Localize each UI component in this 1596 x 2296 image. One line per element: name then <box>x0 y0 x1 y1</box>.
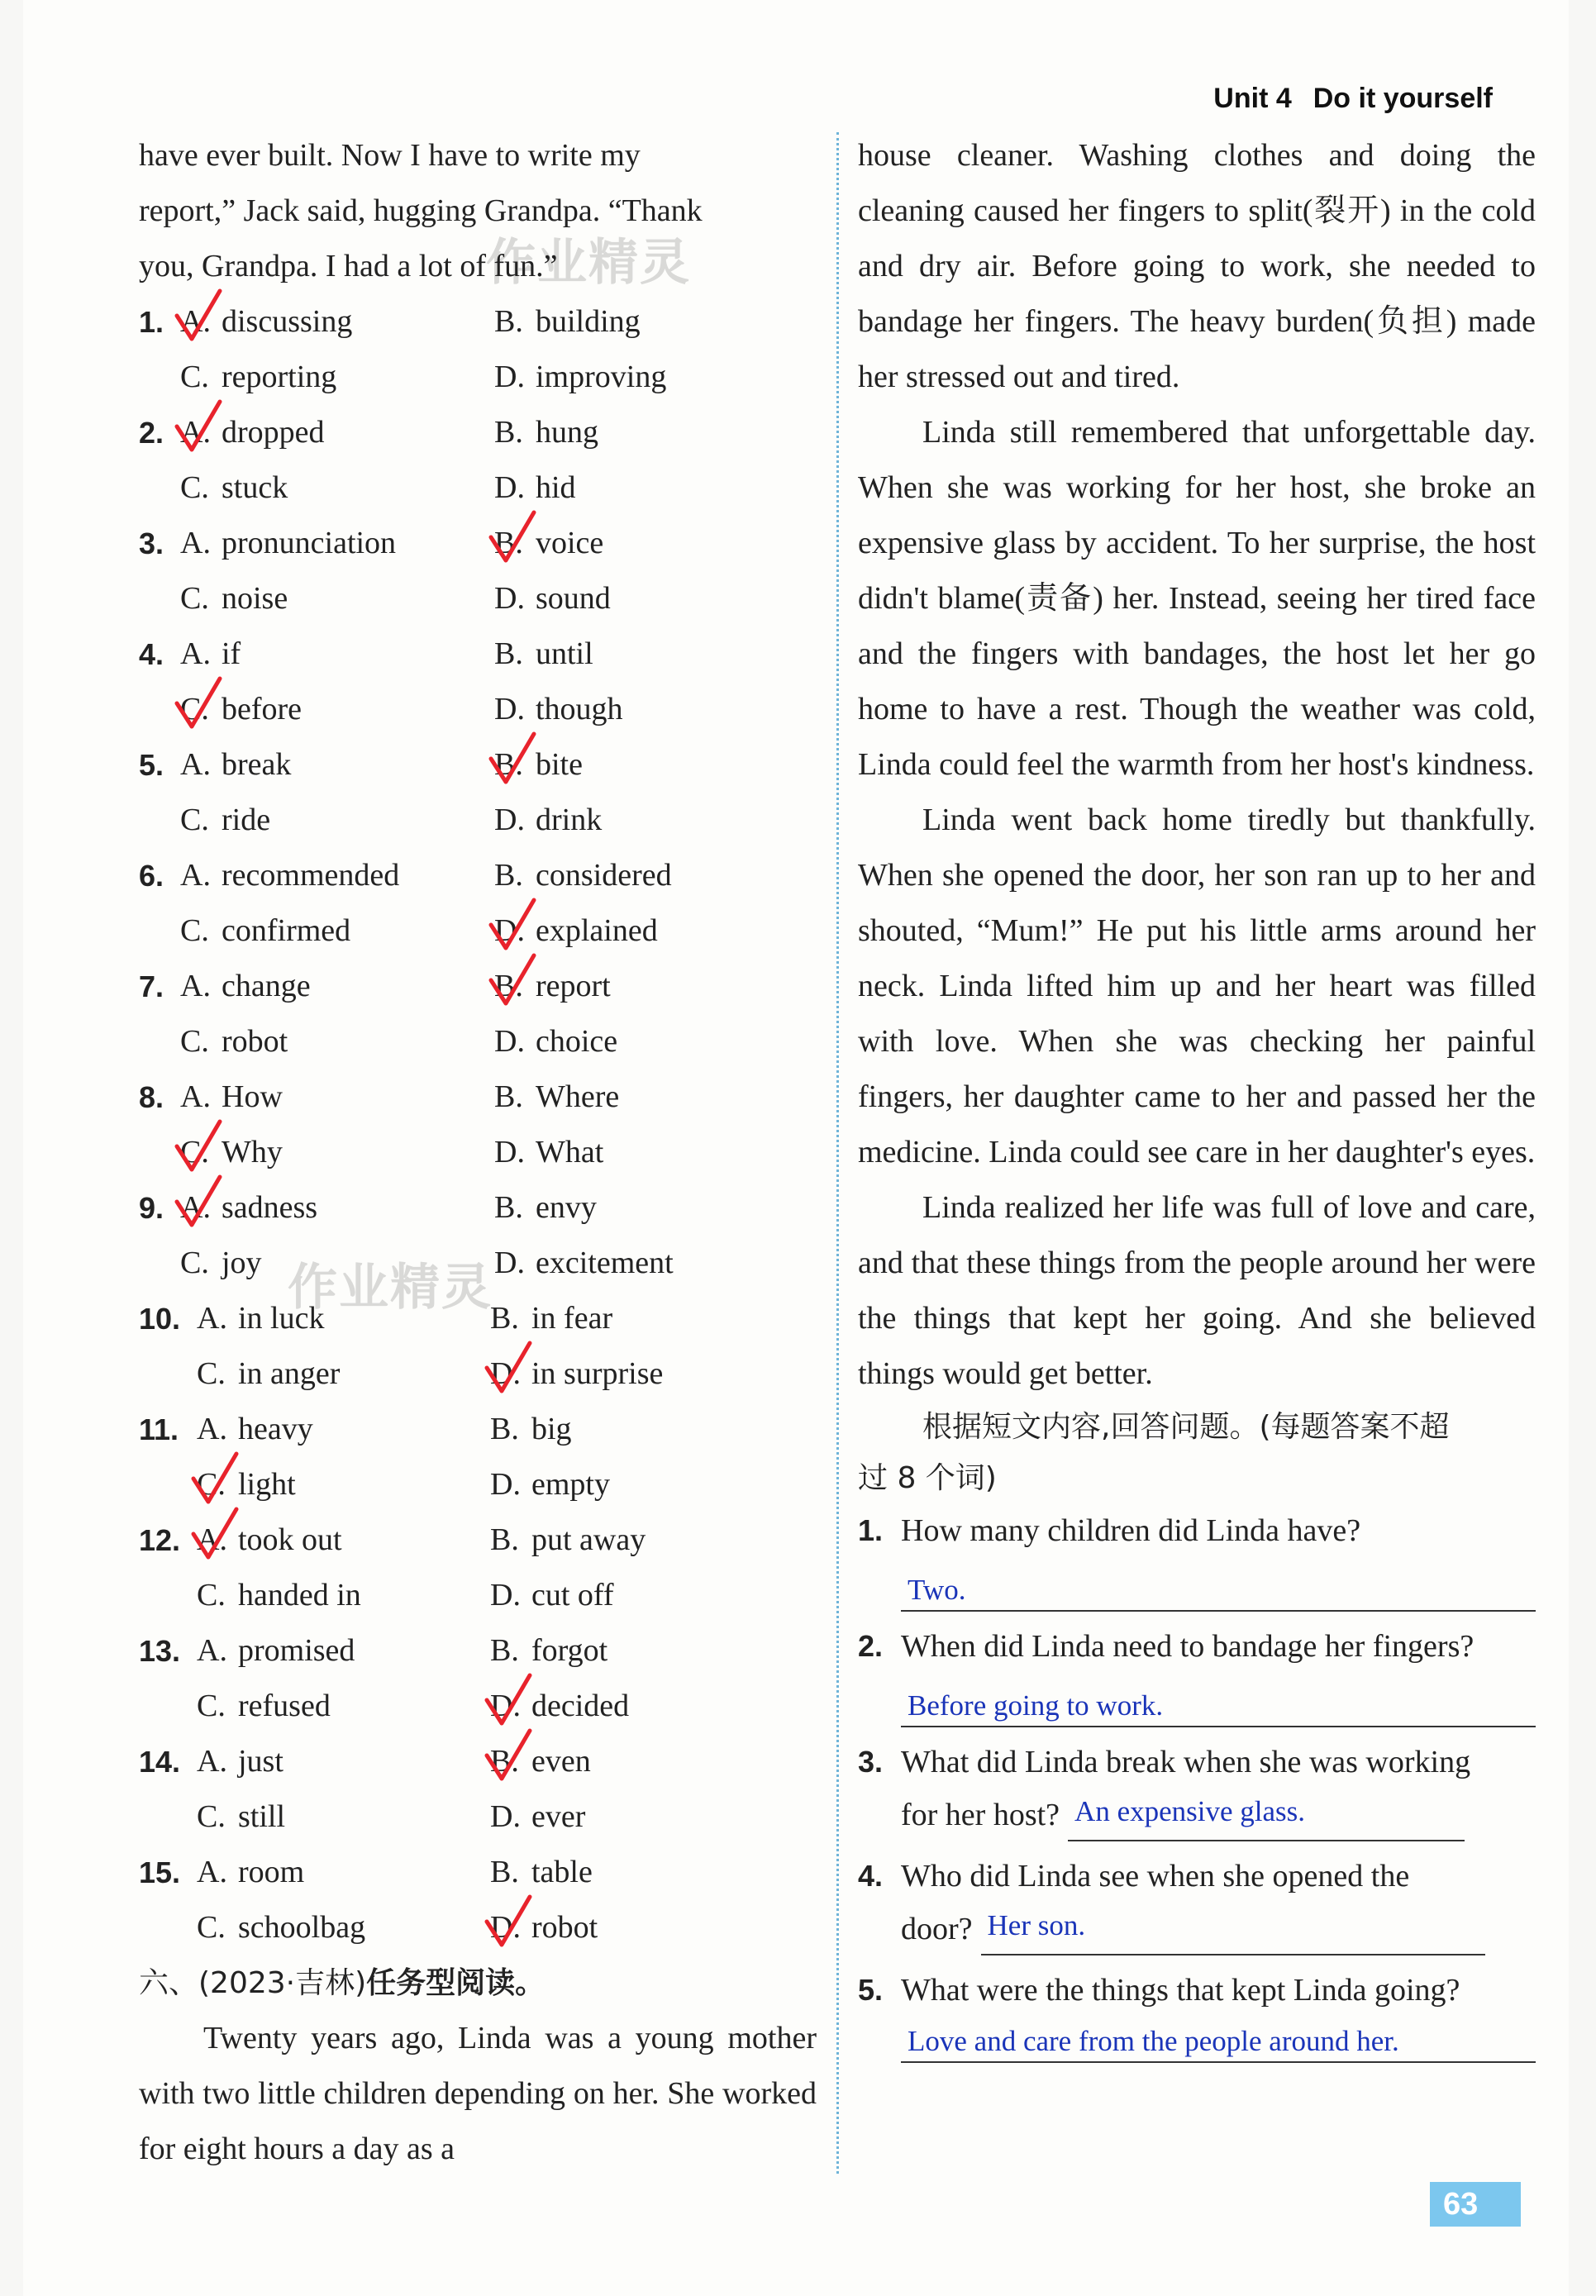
option-text: before <box>222 692 303 726</box>
option-text: ever <box>531 1799 586 1834</box>
question-number: 13. <box>139 1634 181 1668</box>
option-letter: C. <box>180 581 209 616</box>
question-row <box>139 1457 817 1512</box>
option-text: discussing <box>222 304 353 339</box>
option-text: change <box>222 969 311 1003</box>
option-text: How <box>222 1079 283 1114</box>
option-d[interactable] <box>494 682 623 737</box>
option-a[interactable] <box>180 516 396 571</box>
passage-paragraph: Linda still remembered that unforgettable day. When she was working for her host, she broke an expensive glass by accident. To her surprise, the host didn't blame(责备) her. Instead, seeing her tired face and the fingers with bandages, the host let her go home to have a rest. Though the weather was cold, Linda could feel the warmth from her host's kindness. <box>858 415 1536 782</box>
option-text: decided <box>531 1689 630 1723</box>
instruction: 过 8 个词) <box>858 1461 997 1495</box>
option-a[interactable] <box>180 626 241 682</box>
option-text: in surprise <box>531 1356 664 1391</box>
option-letter: B. <box>494 969 523 1003</box>
checkmark-icon <box>484 1672 533 1730</box>
question-row <box>139 294 817 350</box>
option-c[interactable] <box>197 1789 285 1845</box>
option-text: drink <box>536 803 603 837</box>
option-letter: B. <box>494 304 523 339</box>
option-letter: D. <box>494 913 525 948</box>
option-text: Why <box>222 1135 283 1169</box>
option-text: still <box>238 1799 286 1834</box>
option-text: reporting <box>222 360 337 394</box>
option-text: robot <box>531 1910 598 1945</box>
option-letter: B. <box>494 415 523 450</box>
option-letter: A. <box>197 1412 227 1446</box>
option-text: voice <box>536 526 604 560</box>
question-row <box>139 1512 817 1568</box>
watermark: 作业精灵 <box>288 1259 493 1317</box>
option-text: envy <box>536 1190 597 1225</box>
answer-line[interactable] <box>1068 1795 1465 1841</box>
question-row <box>139 903 817 959</box>
question-row <box>139 959 817 1014</box>
option-letter: D. <box>494 581 525 616</box>
question-number: 4. <box>139 637 164 671</box>
option-text: put away <box>531 1522 646 1557</box>
option-letter: B. <box>490 1633 519 1668</box>
option-a[interactable] <box>197 1291 324 1346</box>
question-row <box>139 1069 817 1125</box>
option-b[interactable] <box>494 959 611 1014</box>
option-letter: D. <box>494 360 525 394</box>
option-letter: C. <box>197 1356 226 1391</box>
option-text: break <box>222 747 292 782</box>
option-letter: B. <box>490 1522 519 1557</box>
option-b[interactable] <box>490 1291 612 1346</box>
checkmark-icon <box>484 1727 533 1785</box>
option-letter: C. <box>180 913 209 948</box>
option-letter: D. <box>494 470 525 505</box>
option-text: cut off <box>531 1578 614 1612</box>
answer-text: Two. <box>908 1574 966 1606</box>
section-type: 任务型阅读。 <box>366 1966 545 2000</box>
question-row <box>139 1125 817 1180</box>
question-text: When did Linda need to bandage her fingers? <box>901 1629 1475 1664</box>
option-c[interactable] <box>180 793 270 848</box>
checkmark-icon <box>174 675 223 733</box>
checkmark-icon <box>190 1506 240 1564</box>
reading-question <box>858 1964 1536 2017</box>
option-c[interactable] <box>180 460 288 516</box>
option-text: bite <box>536 747 583 782</box>
option-letter: B. <box>494 636 523 671</box>
option-text: table <box>531 1855 593 1889</box>
option-letter: A. <box>197 1744 227 1779</box>
option-text: handed in <box>238 1578 361 1612</box>
question-number: 10. <box>139 1302 181 1336</box>
answer-text: An expensive glass. <box>1074 1795 1306 1827</box>
option-d[interactable] <box>494 793 602 848</box>
reading-question-cont <box>858 1903 1536 1955</box>
option-text: joy <box>222 1246 262 1280</box>
option-letter: D. <box>494 1024 525 1059</box>
reading-question <box>858 1850 1536 1903</box>
watermark: 作业精灵 <box>486 234 691 292</box>
option-text: in luck <box>238 1301 325 1336</box>
option-text: pronunciation <box>222 526 397 560</box>
question-row <box>139 460 817 516</box>
unit-title: Do it yourself <box>1313 83 1493 114</box>
question-row <box>139 1291 817 1346</box>
option-letter: D. <box>490 1910 521 1945</box>
checkmark-icon <box>484 1893 533 1951</box>
option-letter: A. <box>180 636 211 671</box>
question-row <box>139 405 817 460</box>
question-row <box>139 1734 817 1789</box>
question-number: 4. <box>858 1859 884 1893</box>
checkmark-icon <box>488 897 537 955</box>
right-column <box>858 128 1536 2071</box>
option-text: robot <box>222 1024 288 1059</box>
option-text: took out <box>238 1522 342 1557</box>
option-a[interactable] <box>180 737 291 793</box>
intro-line: you, Grandpa. I had a lot of fun.” <box>139 249 558 283</box>
question-row <box>139 571 817 626</box>
question-number: 9. <box>139 1191 164 1225</box>
option-letter: D. <box>490 1689 521 1723</box>
option-letter: A. <box>180 1190 211 1225</box>
option-text: in anger <box>238 1356 341 1391</box>
option-c[interactable] <box>180 903 350 959</box>
option-letter: C. <box>180 1135 209 1169</box>
option-a[interactable] <box>180 1069 283 1125</box>
option-c[interactable] <box>180 1014 288 1069</box>
question-row <box>139 626 817 682</box>
option-letter: A. <box>180 747 211 782</box>
option-a[interactable] <box>197 1734 283 1789</box>
option-letter: A. <box>180 969 211 1003</box>
option-letter: A. <box>180 415 211 450</box>
option-a[interactable] <box>197 1512 342 1568</box>
option-d[interactable] <box>494 1236 674 1291</box>
option-letter: B. <box>494 1190 523 1225</box>
option-c[interactable] <box>197 1346 340 1402</box>
option-text: heavy <box>238 1412 313 1446</box>
passage-paragraph: Twenty years ago, Linda was a young mother with two little children depending on her. She worked for eight hours a day as a <box>139 2021 817 2166</box>
option-d[interactable] <box>490 1346 663 1402</box>
checkmark-icon <box>174 1174 223 1231</box>
intro-line: have ever built. Now I have to write my <box>139 138 641 173</box>
answer-line[interactable] <box>901 2017 1536 2063</box>
option-text: forgot <box>531 1633 608 1668</box>
option-c[interactable] <box>197 1568 361 1623</box>
left-column <box>139 128 817 2177</box>
option-letter: C. <box>197 1467 226 1502</box>
reading-question <box>858 1736 1536 1789</box>
answer-text: Her son. <box>987 1909 1086 1941</box>
checkmark-icon <box>174 1118 223 1176</box>
option-letter: D. <box>494 692 525 726</box>
option-b[interactable] <box>490 1734 591 1789</box>
question-row <box>139 1845 817 1900</box>
option-text: ride <box>222 803 271 837</box>
option-text: promised <box>238 1633 355 1668</box>
option-letter: D. <box>494 803 525 837</box>
question-text: How many children did Linda have? <box>901 1513 1361 1548</box>
option-letter: A. <box>197 1633 227 1668</box>
option-text: choice <box>536 1024 618 1059</box>
option-text: report <box>536 969 611 1003</box>
page-header <box>1192 83 1493 115</box>
option-text: if <box>222 636 241 671</box>
option-letter: C. <box>197 1910 226 1945</box>
question-row <box>139 1623 817 1679</box>
option-d[interactable] <box>494 1125 603 1180</box>
question-number: 2. <box>139 416 164 450</box>
question-number: 11. <box>139 1412 179 1446</box>
question-text: What did Linda break when she was working <box>901 1745 1471 1779</box>
cloze-questions <box>139 294 817 1955</box>
option-letter: C. <box>197 1799 226 1834</box>
option-d[interactable] <box>494 903 658 959</box>
option-letter: A. <box>197 1301 227 1336</box>
passage-paragraph: house cleaner. Washing clothes and doing the cleaning caused her fingers to split(裂开) in the cold and dry air. Before going to work, she needed to bandage her fingers. The heavy burden(负担) made her stressed out and tired. <box>858 138 1536 394</box>
option-letter: C. <box>180 1246 209 1280</box>
checkmark-icon <box>190 1450 240 1508</box>
option-letter: D. <box>490 1467 521 1502</box>
option-letter: D. <box>490 1578 521 1612</box>
option-b[interactable] <box>490 1623 607 1679</box>
option-letter: C. <box>180 1024 209 1059</box>
question-number: 15. <box>139 1855 181 1889</box>
checkmark-icon <box>488 731 537 788</box>
question-row <box>139 1402 817 1457</box>
question-row <box>139 848 817 903</box>
checkmark-icon <box>174 398 223 456</box>
answer-line[interactable] <box>981 1909 1485 1955</box>
question-row <box>139 737 817 793</box>
option-b[interactable] <box>494 516 603 571</box>
question-number: 14. <box>139 1745 181 1779</box>
option-text: What <box>536 1135 604 1169</box>
option-letter: A. <box>180 304 211 339</box>
option-letter: B. <box>490 1744 519 1779</box>
option-a[interactable] <box>180 1180 317 1236</box>
option-letter: C. <box>180 803 209 837</box>
column-divider <box>836 132 839 2174</box>
option-b[interactable] <box>490 1845 593 1900</box>
option-letter: B. <box>494 858 523 893</box>
option-d[interactable] <box>490 1679 629 1734</box>
question-text: What were the things that kept Linda going? <box>901 1973 1460 2008</box>
option-letter: B. <box>494 1079 523 1114</box>
option-b[interactable] <box>490 1402 572 1457</box>
option-c[interactable] <box>197 1457 296 1512</box>
answer-line[interactable] <box>901 1557 1536 1612</box>
intro-line: report,” Jack said, hugging Grandpa. “Thank <box>139 193 703 228</box>
instruction: 根据短文内容,回答问题。(每题答案不超 <box>922 1410 1450 1444</box>
question-number: 3. <box>139 526 164 560</box>
option-text: dropped <box>222 415 325 450</box>
option-text: even <box>531 1744 591 1779</box>
option-letter: A. <box>180 1079 211 1114</box>
option-text: though <box>536 692 623 726</box>
option-d[interactable] <box>494 571 611 626</box>
question-number: 7. <box>139 969 164 1003</box>
answer-text: Love and care from the people around her. <box>908 2025 1399 2057</box>
option-text: until <box>536 636 593 671</box>
option-c[interactable] <box>197 1900 365 1955</box>
option-a[interactable] <box>197 1402 313 1457</box>
option-a[interactable] <box>197 1845 304 1900</box>
option-d[interactable] <box>490 1457 610 1512</box>
checkmark-icon <box>174 288 223 345</box>
option-a[interactable] <box>180 405 325 460</box>
option-text: noise <box>222 581 288 616</box>
question-row <box>139 1180 817 1236</box>
option-text: empty <box>531 1467 610 1502</box>
option-text: considered <box>536 858 672 893</box>
reading-question <box>858 1620 1536 1673</box>
reading-question <box>858 1504 1536 1557</box>
unit-label: Unit 4 <box>1213 83 1292 114</box>
option-letter: C. <box>180 470 209 505</box>
option-b[interactable] <box>494 1180 597 1236</box>
option-d[interactable] <box>490 1789 585 1845</box>
question-row <box>139 516 817 571</box>
page-number: 63 <box>1430 2182 1521 2227</box>
question-number: 3. <box>858 1745 884 1779</box>
option-letter: D. <box>494 1246 525 1280</box>
question-text: Who did Linda see when she opened the <box>901 1859 1410 1893</box>
option-a[interactable] <box>180 848 399 903</box>
option-c[interactable] <box>180 1236 262 1291</box>
question-number: 12. <box>139 1523 181 1557</box>
option-b[interactable] <box>494 405 598 460</box>
option-a[interactable] <box>180 294 352 350</box>
option-b[interactable] <box>494 626 593 682</box>
question-row <box>139 1346 817 1402</box>
passage-paragraph: Linda went back home tiredly but thankfully. When she opened the door, her son ran up to her and shouted, “Mum!” He put his little arms around her neck. Linda lifted him up and her heart was filled with love. When she was checking her painful fingers, her daughter came to her and passed her the medicine. Linda could see care in her daughter's eyes. <box>858 803 1536 1169</box>
question-text: for her host? <box>901 1798 1060 1832</box>
option-letter: B. <box>490 1301 519 1336</box>
option-c[interactable] <box>180 350 336 405</box>
option-text: explained <box>536 913 658 948</box>
question-row <box>139 682 817 737</box>
checkmark-icon <box>488 509 537 567</box>
option-letter: D. <box>490 1799 521 1834</box>
question-number: 5. <box>139 748 164 782</box>
checkmark-icon <box>488 952 537 1010</box>
answer-line[interactable] <box>901 1673 1536 1727</box>
option-letter: B. <box>490 1412 519 1446</box>
question-number: 5. <box>858 1973 884 2007</box>
option-letter: B. <box>494 747 523 782</box>
option-letter: C. <box>197 1689 226 1723</box>
option-letter: C. <box>180 692 209 726</box>
option-letter: B. <box>490 1855 519 1889</box>
option-text: Where <box>536 1079 620 1114</box>
section-source: (2023·吉林) <box>198 1966 367 2000</box>
option-d[interactable] <box>490 1568 614 1623</box>
option-letter: A. <box>180 526 211 560</box>
question-row <box>139 1568 817 1623</box>
option-b[interactable] <box>494 294 641 350</box>
checkmark-icon <box>484 1340 533 1398</box>
option-d[interactable] <box>494 460 576 516</box>
option-c[interactable] <box>197 1679 331 1734</box>
option-text: stuck <box>222 470 288 505</box>
question-row <box>139 1236 817 1291</box>
section-number: 六、 <box>139 1966 199 2000</box>
option-c[interactable] <box>180 571 288 626</box>
option-a[interactable] <box>197 1623 355 1679</box>
option-letter: A. <box>197 1855 227 1889</box>
question-row <box>139 1679 817 1734</box>
option-a[interactable] <box>180 959 311 1014</box>
option-c[interactable] <box>180 1125 283 1180</box>
reading-question-cont <box>858 1789 1536 1841</box>
option-c[interactable] <box>180 682 302 737</box>
option-letter: C. <box>197 1578 226 1612</box>
option-letter: B. <box>494 526 523 560</box>
option-text: building <box>536 304 641 339</box>
question-number: 1. <box>858 1513 884 1547</box>
option-text: sadness <box>222 1190 318 1225</box>
option-text: light <box>238 1467 296 1502</box>
option-letter: D. <box>494 1135 525 1169</box>
option-letter: C. <box>180 360 209 394</box>
question-row <box>139 793 817 848</box>
page <box>23 0 1569 2296</box>
question-number: 1. <box>139 305 164 339</box>
option-text: hid <box>536 470 576 505</box>
section-title <box>139 1955 817 2011</box>
question-text: door? <box>901 1912 973 1946</box>
question-row <box>139 1789 817 1845</box>
option-letter: A. <box>197 1522 227 1557</box>
option-b[interactable] <box>490 1512 646 1568</box>
option-text: refused <box>238 1689 331 1723</box>
option-d[interactable] <box>494 1014 617 1069</box>
option-text: in fear <box>531 1301 613 1336</box>
option-text: sound <box>536 581 611 616</box>
answer-text: Before going to work. <box>908 1689 1164 1722</box>
option-text: improving <box>536 360 667 394</box>
option-text: room <box>238 1855 305 1889</box>
option-text: excitement <box>536 1246 674 1280</box>
option-b[interactable] <box>494 848 672 903</box>
question-number: 2. <box>858 1629 884 1663</box>
option-b[interactable] <box>494 737 583 793</box>
passage-paragraph: Linda realized her life was full of love and care, and that these things from the people around her were the things that kept her going. And she believed things would get better. <box>858 1190 1536 1391</box>
option-b[interactable] <box>494 1069 619 1125</box>
option-d[interactable] <box>494 350 666 405</box>
option-text: hung <box>536 415 598 450</box>
option-text: schoolbag <box>238 1910 366 1945</box>
option-text: recommended <box>222 858 400 893</box>
option-text: big <box>531 1412 572 1446</box>
question-row <box>139 1900 817 1955</box>
question-number: 6. <box>139 859 164 893</box>
option-letter: D. <box>490 1356 521 1391</box>
question-row <box>139 1014 817 1069</box>
option-text: just <box>238 1744 283 1779</box>
option-d[interactable] <box>490 1900 598 1955</box>
option-text: confirmed <box>222 913 351 948</box>
option-letter: A. <box>180 858 211 893</box>
question-row <box>139 350 817 405</box>
question-number: 8. <box>139 1080 164 1114</box>
